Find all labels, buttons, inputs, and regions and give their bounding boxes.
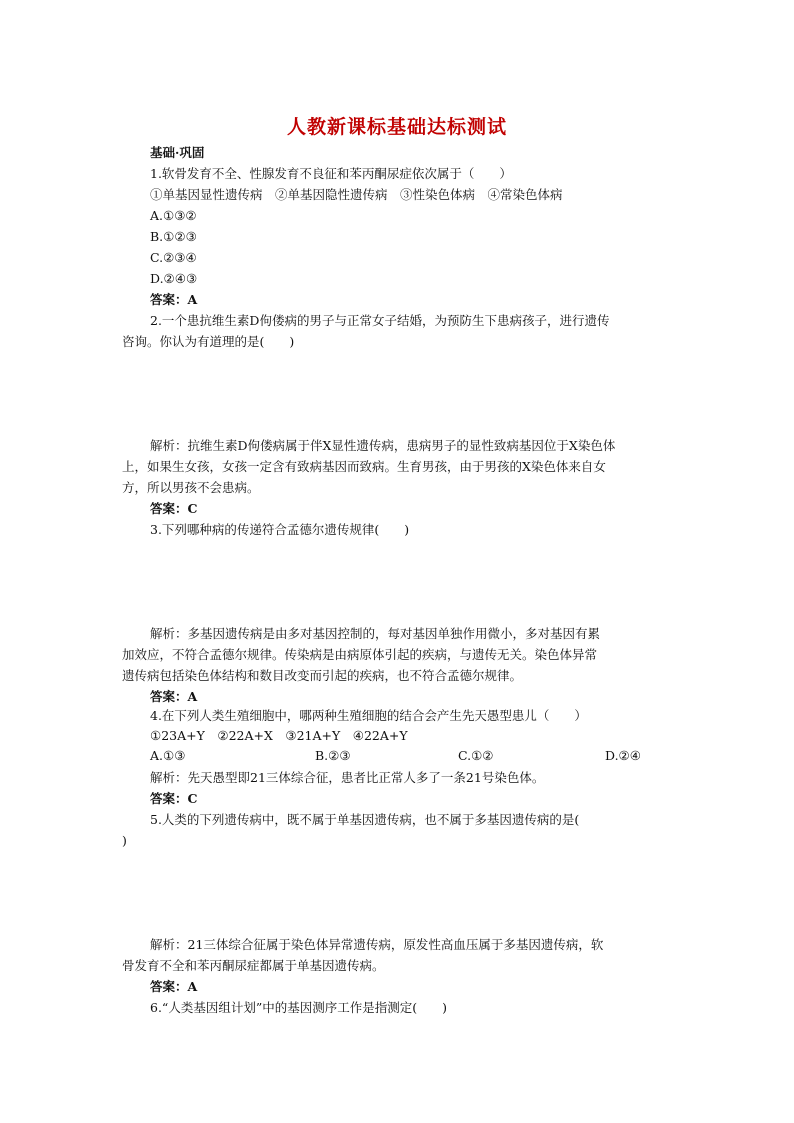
q5-analysis-line2: 骨发育不全和苯丙酮尿症都属于单基因遗传病。 [122,958,385,973]
q2-stem-line1: 2.一个患抗维生素D佝偻病的男子与正常女子结婚，为预防生下患病孩子，进行遗传 [150,313,610,328]
q1-option-d: D.②④③ [150,271,198,286]
q1-option-c: C.②③④ [150,250,197,265]
q1-option-b: B.①②③ [150,229,197,244]
q1-items: ①单基因显性遗传病 ②单基因隐性遗传病 ③性染色体病 ④常染色体病 [150,187,563,202]
q2-analysis-line1: 解析：抗维生素D佝偻病属于伴X显性遗传病，患病男子的显性致病基因位于X染色体 [150,438,616,453]
q1-stem: 1.软骨发育不全、性腺发育不良征和苯丙酮尿症依次属于（ ） [150,166,512,181]
q1-answer: 答案：A [150,292,198,307]
q4-stem: 4.在下列人类生殖细胞中，哪两种生殖细胞的结合会产生先天愚型患儿（ ） [150,708,587,723]
q4-option-a: A.①③ [150,748,186,763]
q2-stem-line2: 咨询。你认为有道理的是( ) [122,334,295,349]
section-heading: 基础·巩固 [150,145,205,160]
q1-option-a: A.①③② [150,208,197,223]
q3-answer: 答案：A [150,689,198,704]
page-title: 人教新课标基础达标测试 [286,116,507,138]
q3-analysis-line1: 解析：多基因遗传病是由多对基因控制的，每对基因单独作用微小，多对基因有累 [150,626,601,641]
q6-stem: 6.“人类基因组计划”中的基因测序工作是指测定( ) [150,1000,447,1015]
q5-analysis-line1: 解析：21三体综合征属于染色体异常遗传病，原发性高血压属于多基因遗传病，软 [150,937,604,952]
q4-option-b: B.②③ [315,748,351,763]
q3-analysis-line2: 加效应，不符合孟德尔规律。传染病是由病原体引起的疾病，与遗传无关。染色体异常 [122,647,598,662]
q4-option-d: D.②④ [605,748,641,763]
q5-answer: 答案：A [150,979,198,994]
q4-option-c: C.①② [458,748,494,763]
q2-analysis-line3: 方，所以男孩不会患病。 [122,480,260,495]
q4-answer: 答案：C [150,791,198,806]
q4-analysis: 解析：先天愚型即21三体综合征，患者比正常人多了一条21号染色体。 [150,770,545,785]
q5-stem-line1: 5.人类的下列遗传病中，既不属于单基因遗传病，也不属于多基因遗传病的是( [150,812,580,827]
q4-options-row [150,748,670,764]
q2-analysis-line2: 上，如果生女孩，女孩一定含有致病基因而致病。生育男孩，由于男孩的X染色体来自女 [122,459,606,474]
q3-stem: 3.下列哪种病的传递符合孟德尔遗传规律( ) [150,522,410,537]
q5-stem-line2: ) [122,833,127,848]
q4-items: ①23A+Y ②22A+X ③21A+Y ④22A+Y [150,728,408,743]
q3-analysis-line3: 遗传病包括染色体结构和数目改变而引起的疾病，也不符合孟德尔规律。 [122,668,523,683]
q2-answer: 答案：C [150,501,198,516]
